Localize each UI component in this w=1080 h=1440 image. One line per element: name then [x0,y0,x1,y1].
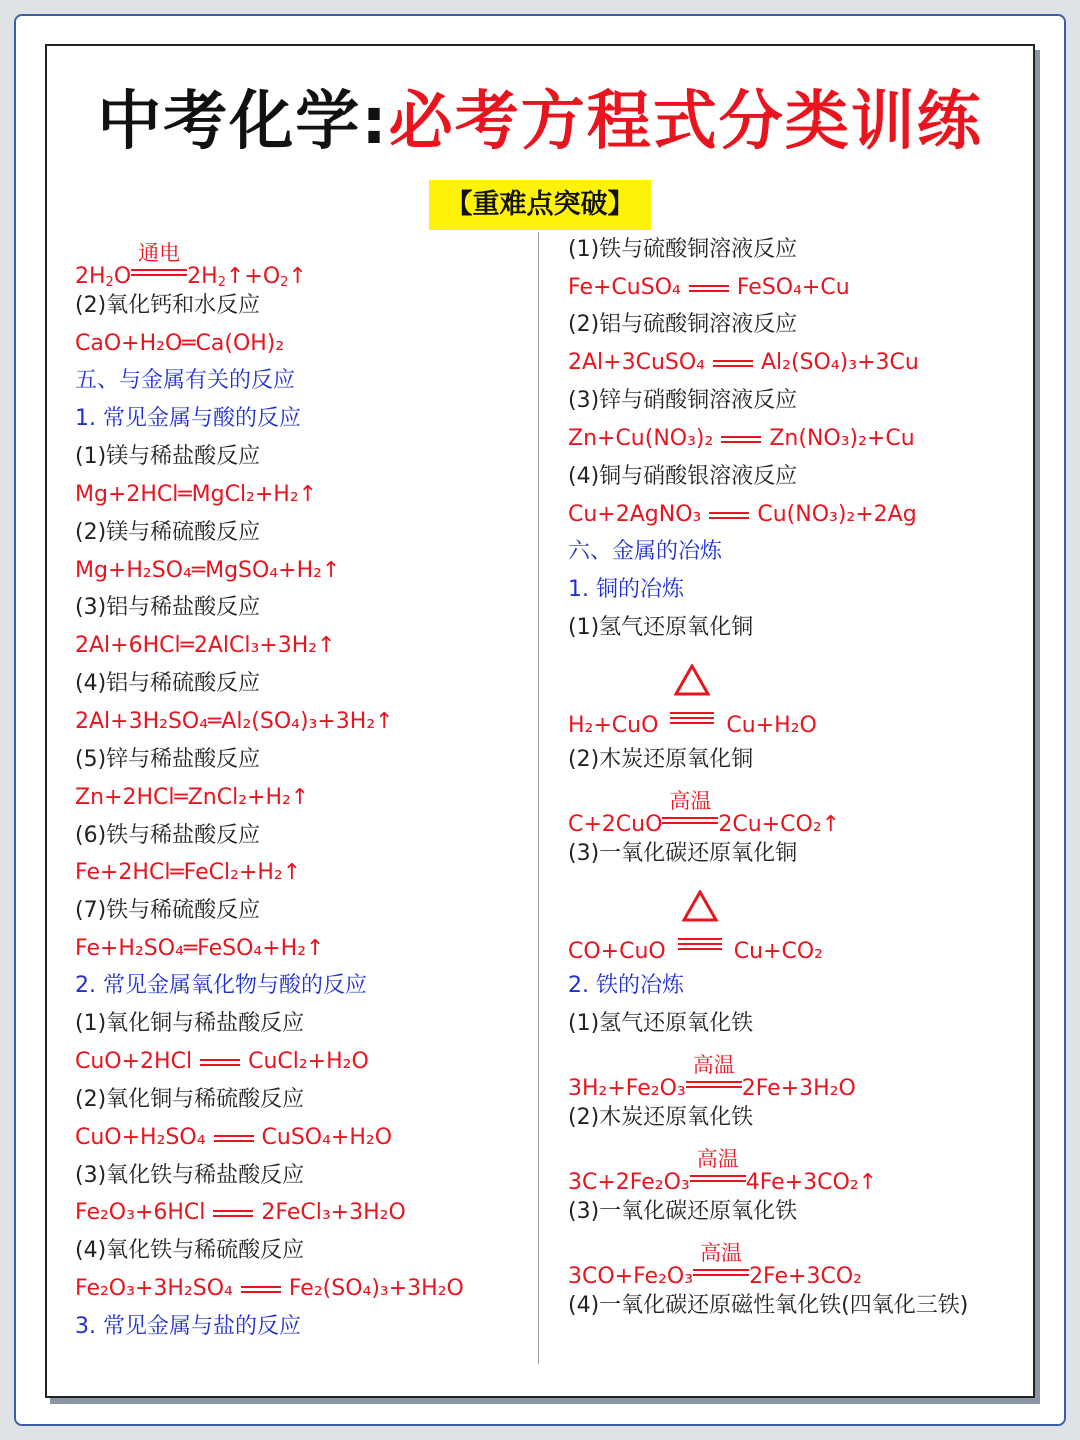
key-points-badge: 【重难点突破】 [429,180,651,230]
equation-high-temp: 3H₂+Fe₂O₃ 高温 2Fe+3H₂O [568,1053,856,1101]
reaction-label: (1)氢气还原氧化铜 [568,615,754,640]
column-divider [538,232,539,1364]
reaction-label: (7)铁与稀硫酸反应 [75,898,261,923]
heat-condition [676,928,724,958]
equation: 2Al+6HCl═2AlCl₃+3H₂↑ [75,633,336,658]
equation-heating: H₂+CuO Cu+H₂O [568,702,817,741]
equation: Fe₂O₃+3H₂SO₄ Fe₂(SO₄)₃+3H₂O [75,1276,464,1301]
title-red-part: 必考方程式分类训练 [388,85,983,159]
heat-condition [668,702,716,732]
subsection-heading: 3. 常见金属与盐的反应 [75,1314,301,1339]
condition-label: 高温 [692,1053,735,1077]
equation-high-temp: C+2CuO 高温 2Cu+CO₂↑ [568,789,841,837]
heating-triangle-icon [682,890,718,922]
equation: Cu+2AgNO₃ Cu(NO₃)₂+2Ag [568,502,917,527]
equation-high-temp: 3C+2Fe₂O₃ 高温 4Fe+3CO₂↑ [568,1147,878,1195]
reaction-label: (3)铝与稀盐酸反应 [75,595,261,620]
condition-label: 高温 [696,1147,739,1171]
reaction-label: (3)一氧化碳还原氧化铜 [568,841,798,866]
subsection-heading: 2. 常见金属氧化物与酸的反应 [75,973,367,998]
condition-label: 通电 [138,241,181,265]
reaction-label: (3)一氧化碳还原氧化铁 [568,1199,798,1224]
equation: Fe₂O₃+6HCl 2FeCl₃+3H₂O [75,1200,406,1225]
equation: Zn+2HCl═ZnCl₂+H₂↑ [75,785,310,810]
condition-sign [690,1147,746,1189]
subsection-heading: 1. 铜的冶炼 [568,577,684,602]
reaction-label: (2)木炭还原氧化铁 [568,1105,754,1130]
reaction-label: (2)镁与稀硫酸反应 [75,520,261,545]
reaction-label: (1)氢气还原氧化铁 [568,1011,754,1036]
equation: CuO+2HCl CuCl₂+H₂O [75,1049,369,1074]
reaction-label: (1)镁与稀盐酸反应 [75,444,261,469]
reaction-label: (1)氧化铜与稀盐酸反应 [75,1011,305,1036]
equation: 2Al+3H₂SO₄═Al₂(SO₄)₃+3H₂↑ [75,709,394,734]
condition-sign [693,1241,749,1283]
equation: CuO+H₂SO₄ CuSO₄+H₂O [75,1125,393,1150]
reaction-label: (2)铝与硫酸铜溶液反应 [568,312,798,337]
equation: Zn+Cu(NO₃)₂ Zn(NO₃)₂+Cu [568,426,915,451]
reaction-label: (3)锌与硝酸铜溶液反应 [568,388,798,413]
equation-heating: CO+CuO Cu+CO₂ [568,928,823,967]
condition-sign [131,241,187,283]
reaction-label: (1)铁与硫酸铜溶液反应 [568,237,798,262]
section-heading: 六、金属的冶炼 [568,539,723,564]
subsection-heading: 2. 铁的冶炼 [568,973,684,998]
condition-label: 高温 [669,789,712,813]
condition-sign [662,789,718,831]
equation: Mg+2HCl═MgCl₂+H₂↑ [75,482,318,507]
reaction-label: (4)一氧化碳还原磁性氧化铁(四氧化三铁) [568,1293,969,1318]
equation: Fe+2HCl═FeCl₂+H₂↑ [75,860,302,885]
equation: CaO+H₂O═Ca(OH)₂ [75,331,285,356]
section-heading: 五、与金属有关的反应 [75,368,296,393]
equation: Mg+H₂SO₄═MgSO₄+H₂↑ [75,558,341,583]
heating-triangle-icon [674,664,710,696]
equation: 2Al+3CuSO₄ Al₂(SO₄)₃+3Cu [568,350,919,375]
equation-high-temp: 3CO+Fe₂O₃ 高温 2Fe+3CO₂ [568,1241,862,1289]
reaction-label: (3)氧化铁与稀盐酸反应 [75,1163,305,1188]
reaction-label: (2)氧化钙和水反应 [75,293,261,318]
reaction-label: (4)铝与稀硫酸反应 [75,671,261,696]
condition-label: 高温 [700,1241,743,1265]
condition-sign [686,1053,742,1095]
reaction-label: (6)铁与稀盐酸反应 [75,823,261,848]
title-black-part: 中考化学: [97,85,389,159]
reaction-label: (2)木炭还原氧化铜 [568,747,754,772]
equation: Fe+CuSO₄ FeSO₄+Cu [568,275,850,300]
reaction-label: (5)锌与稀盐酸反应 [75,747,261,772]
reaction-label: (2)氧化铜与稀硫酸反应 [75,1087,305,1112]
reaction-label: (4)铜与硝酸银溶液反应 [568,464,798,489]
subsection-heading: 1. 常见金属与酸的反应 [75,406,301,431]
page-title [0,82,1080,162]
equation: Fe+H₂SO₄═FeSO₄+H₂↑ [75,936,325,961]
equation-water-electrolysis: $2H_2O$ 通电 $2H_2↑+O_2↑$ [75,241,307,290]
reaction-label: (4)氧化铁与稀硫酸反应 [75,1238,305,1263]
